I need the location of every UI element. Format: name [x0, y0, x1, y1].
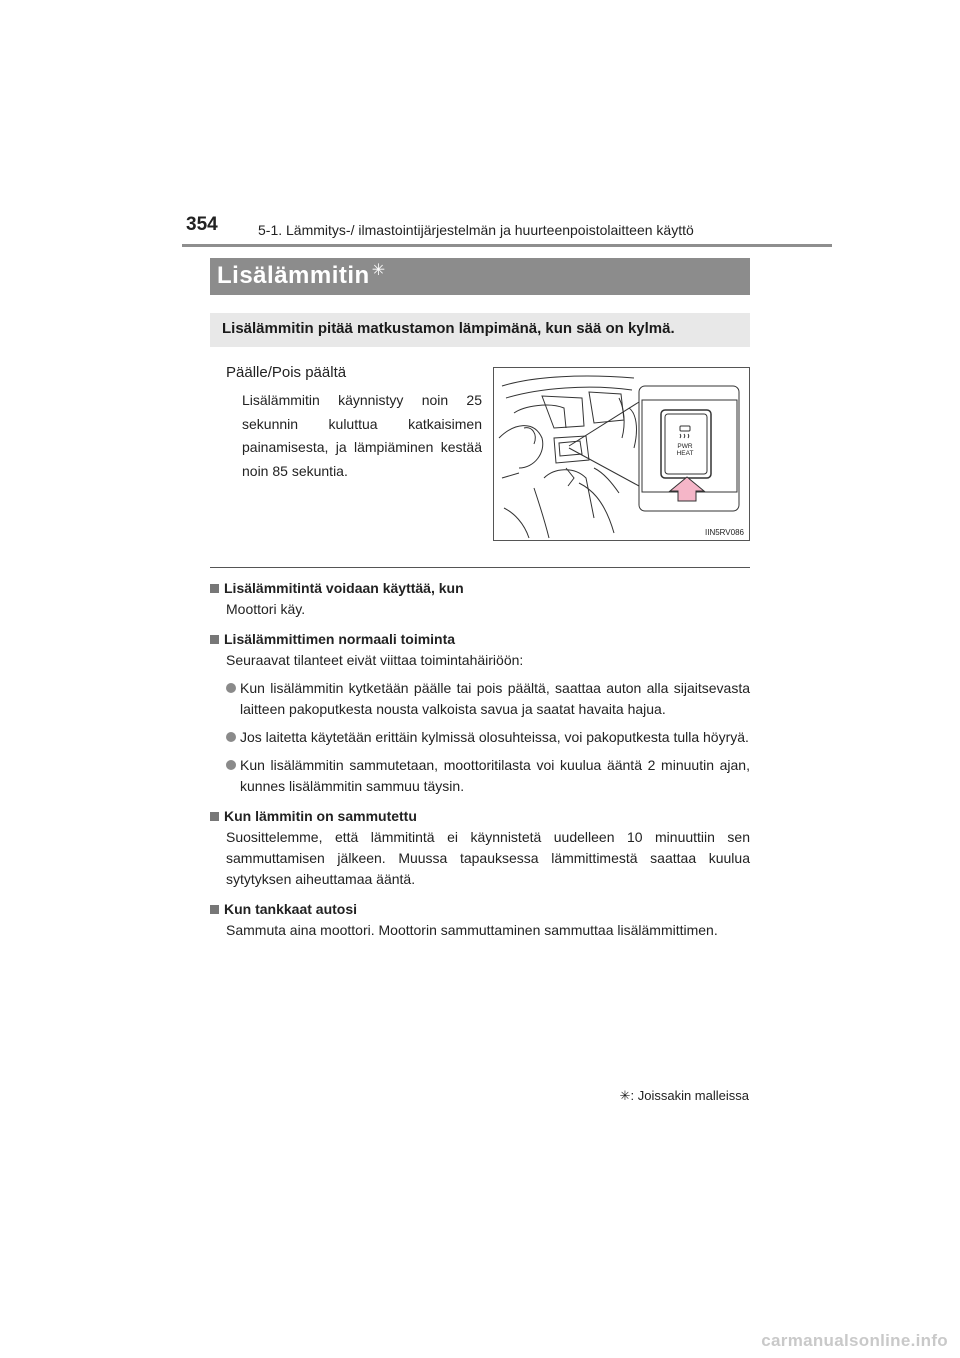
- list-item: Jos laitetta käytetään erittäin kylmissä olosuhteissa, voi pakoputkesta tulla höyryä.: [210, 727, 750, 748]
- note-heading: Lisälämmitintä voidaan käyttää, kun: [210, 577, 750, 599]
- note-heading: Kun lämmitin on sammutettu: [210, 805, 750, 827]
- title-asterisk-icon: ✳: [371, 262, 386, 279]
- header-rule: [182, 244, 832, 247]
- watermark: carmanualsonline.info: [761, 1331, 948, 1350]
- section-title: Lisälämmitin: [217, 262, 370, 289]
- note: [210, 898, 750, 941]
- button-label-pwr: PWR: [677, 443, 693, 450]
- dashboard-drawing: [494, 368, 750, 541]
- button-label-heat: HEAT: [676, 450, 694, 457]
- item-title: Päälle/Pois päältä: [226, 364, 347, 381]
- chapter-title: 5-1. Lämmitys-/ ilmastointijärjestelmän ja huurteenpoistolaitteen käyttö: [258, 222, 694, 238]
- bullet-dot-icon: [226, 760, 236, 770]
- section-title-bar: [210, 258, 750, 295]
- page-number: 354: [186, 214, 218, 235]
- item-body: Lisälämmitin käynnistyy noin 25 sekunnin kuluttua katkaisimen painamisesta, ja lämpiäminen kestää noin 85 sekuntia.: [242, 392, 482, 479]
- note: [210, 628, 750, 797]
- arrow-up-icon: [670, 477, 704, 501]
- note-text: Seuraavat tilanteet eivät viittaa toimintahäiriöön:: [226, 652, 524, 668]
- divider: [210, 567, 750, 568]
- footnote: [620, 1088, 749, 1104]
- notes-section: [210, 577, 750, 949]
- note-heading: Kun tankkaat autosi: [210, 898, 750, 920]
- note: [210, 805, 750, 890]
- dashboard-illustration: [493, 367, 750, 541]
- note: [210, 577, 750, 620]
- bullet-dot-icon: [226, 732, 236, 742]
- note-text: Moottori käy.: [226, 601, 306, 617]
- illustration-code: IIN5RV086: [705, 528, 744, 537]
- footnote-asterisk-icon: ✳: [619, 1088, 631, 1103]
- square-bullet-icon: [210, 584, 219, 593]
- bullet-dot-icon: [226, 683, 236, 693]
- footnote-text: : Joissakin malleissa: [630, 1088, 749, 1103]
- square-bullet-icon: [210, 905, 219, 914]
- note-text: Sammuta aina moottori. Moottorin sammuttaminen sammuttaa lisälämmittimen.: [226, 922, 718, 938]
- square-bullet-icon: [210, 812, 219, 821]
- list-item: Kun lisälämmitin kytketään päälle tai pois päältä, saattaa auton alla sijaitsevasta laitteen pakoputkesta nousta valkoista savua ja saatat havaita hajua.: [210, 678, 750, 720]
- note-heading: Lisälämmittimen normaali toiminta: [210, 628, 750, 650]
- square-bullet-icon: [210, 635, 219, 644]
- list-item: Kun lisälämmitin sammutetaan, moottoritilasta voi kuulua ääntä 2 minuutin ajan, kunnes lisälämmitin sammuu täysin.: [210, 755, 750, 797]
- note-text: Suosittelemme, että lämmitintä ei käynnistetä uudelleen 10 minuuttiin sen sammuttamisen jälkeen. Muussa tapauksessa lämmittimestä saattaa kuulua sytytyksen aiheuttamaa ääntä.: [226, 829, 750, 887]
- intro-bar: Lisälämmitin pitää matkustamon lämpimänä, kun sää on kylmä.: [210, 313, 750, 347]
